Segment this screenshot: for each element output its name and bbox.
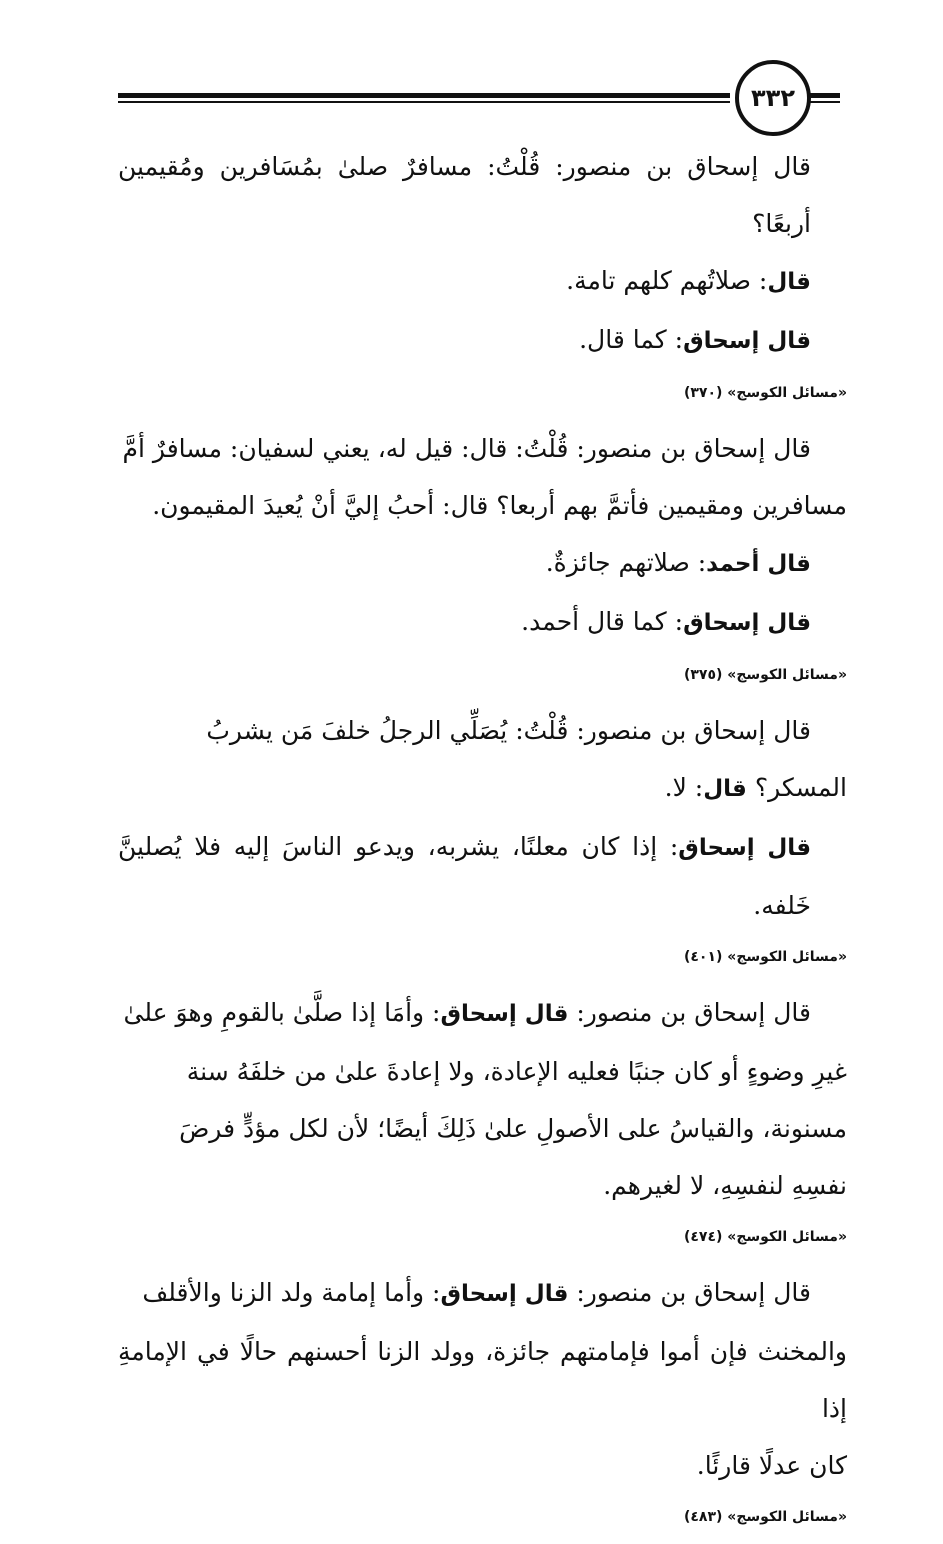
source-reference: «مسائل الكوسج» (٣٧٥) [683, 667, 847, 683]
page-body [118, 138, 847, 1544]
paragraph-line: قال إسحاق بن منصور: قُلْتُ: يُصَلِّي الرجلُ خلفَ مَن يشربُ [206, 716, 811, 745]
header-rule-thick [118, 93, 730, 98]
answer-line [118, 252, 847, 311]
header-rule-thin [118, 101, 730, 103]
speaker-label: قال إسحاق [683, 328, 811, 354]
page-number: ٣٣٢ [735, 60, 811, 136]
paragraph-line: قال إسحاق بن منصور: قُلْتُ: مسافرٌ صلىٰ بمُسَافرين ومُقيمين أربعًا؟ [118, 152, 811, 238]
paragraph-line: قال إسحاق بن منصور: قُلْتُ: قال: قيل له، يعني لسفيان: مسافرٌ أمَّ [122, 434, 811, 463]
answer-text: : إذا كان معلنًا، يشربه، ويدعو الناسَ إليه فلا يُصلينَّ خَلفه. [118, 832, 811, 920]
paragraph-line: مسافرين ومقيمين فأتمَّ بهم أربعا؟ قال: أحبُ إليَّ أنْ يُعيدَ المقيمون. [152, 491, 847, 520]
source-reference: «مسائل الكوسج» (٤٨٣) [683, 1509, 847, 1525]
source-reference: «مسائل الكوسج» (٤٠١) [683, 949, 847, 965]
answer-text: : لا. [664, 773, 704, 802]
paragraph-line: غيرِ وضوءٍ أو كان جنبًا فعليه الإعادة، ولا إعادةَ علىٰ من خلفَهُ سنة [186, 1057, 847, 1086]
paragraph-line [118, 1264, 847, 1323]
question-tail: المسكر؟ [754, 773, 847, 802]
answer-line [118, 593, 847, 652]
answer-line [118, 534, 847, 593]
speaker-label: قال [767, 269, 811, 295]
answer-text: : كما قال أحمد. [521, 607, 684, 636]
answer-text: : صلاتهم جائزةٌ. [545, 548, 707, 577]
speaker-label: قال إسحاق [440, 1001, 569, 1027]
header-rule-right-thick [810, 93, 840, 98]
answer-text: : وأمَا إذا صلَّىٰ بالقومِ وهوَ علىٰ [123, 998, 441, 1027]
paragraph-line: والمخنث فإن أموا فإمامتهم جائزة، وولد الزنا أحسنهم حالًا في الإمامةِ إذا [118, 1337, 847, 1423]
narrator-text: قال إسحاق بن منصور: [576, 1278, 811, 1307]
paragraph-line [118, 759, 847, 818]
paragraph-line: كان عدلًا قارئًا. [696, 1451, 847, 1480]
paragraph-line: مسنونة، والقياسُ على الأصولِ علىٰ ذَلِكَ أيضًا؛ لأن لكل مؤدٍّ فرضَ [179, 1114, 847, 1143]
paragraph-line [118, 984, 847, 1043]
source-reference: «مسائل الكوسج» (٤٧٤) [683, 1229, 847, 1245]
answer-line [118, 311, 847, 370]
narrator-text: قال إسحاق بن منصور: [576, 998, 811, 1027]
source-reference: «مسائل الكوسج» (٣٧٠) [683, 385, 847, 401]
paragraph-line: نفسِهِ لنفسِهِ، لا لغيرهم. [603, 1171, 847, 1200]
answer-line [118, 818, 847, 934]
header-rule-right-thin [810, 101, 840, 103]
speaker-label: قال [703, 776, 747, 802]
answer-text: : صلاتُهم كلهم تامة. [566, 266, 768, 295]
answer-text: : وأما إمامة ولد الزنا والأقلف [142, 1278, 441, 1307]
speaker-label: قال إسحاق [678, 835, 812, 861]
speaker-label: قال أحمد [706, 551, 811, 577]
speaker-label: قال إسحاق [440, 1281, 569, 1307]
speaker-label: قال إسحاق [683, 610, 811, 636]
answer-text: : كما قال. [579, 325, 684, 354]
